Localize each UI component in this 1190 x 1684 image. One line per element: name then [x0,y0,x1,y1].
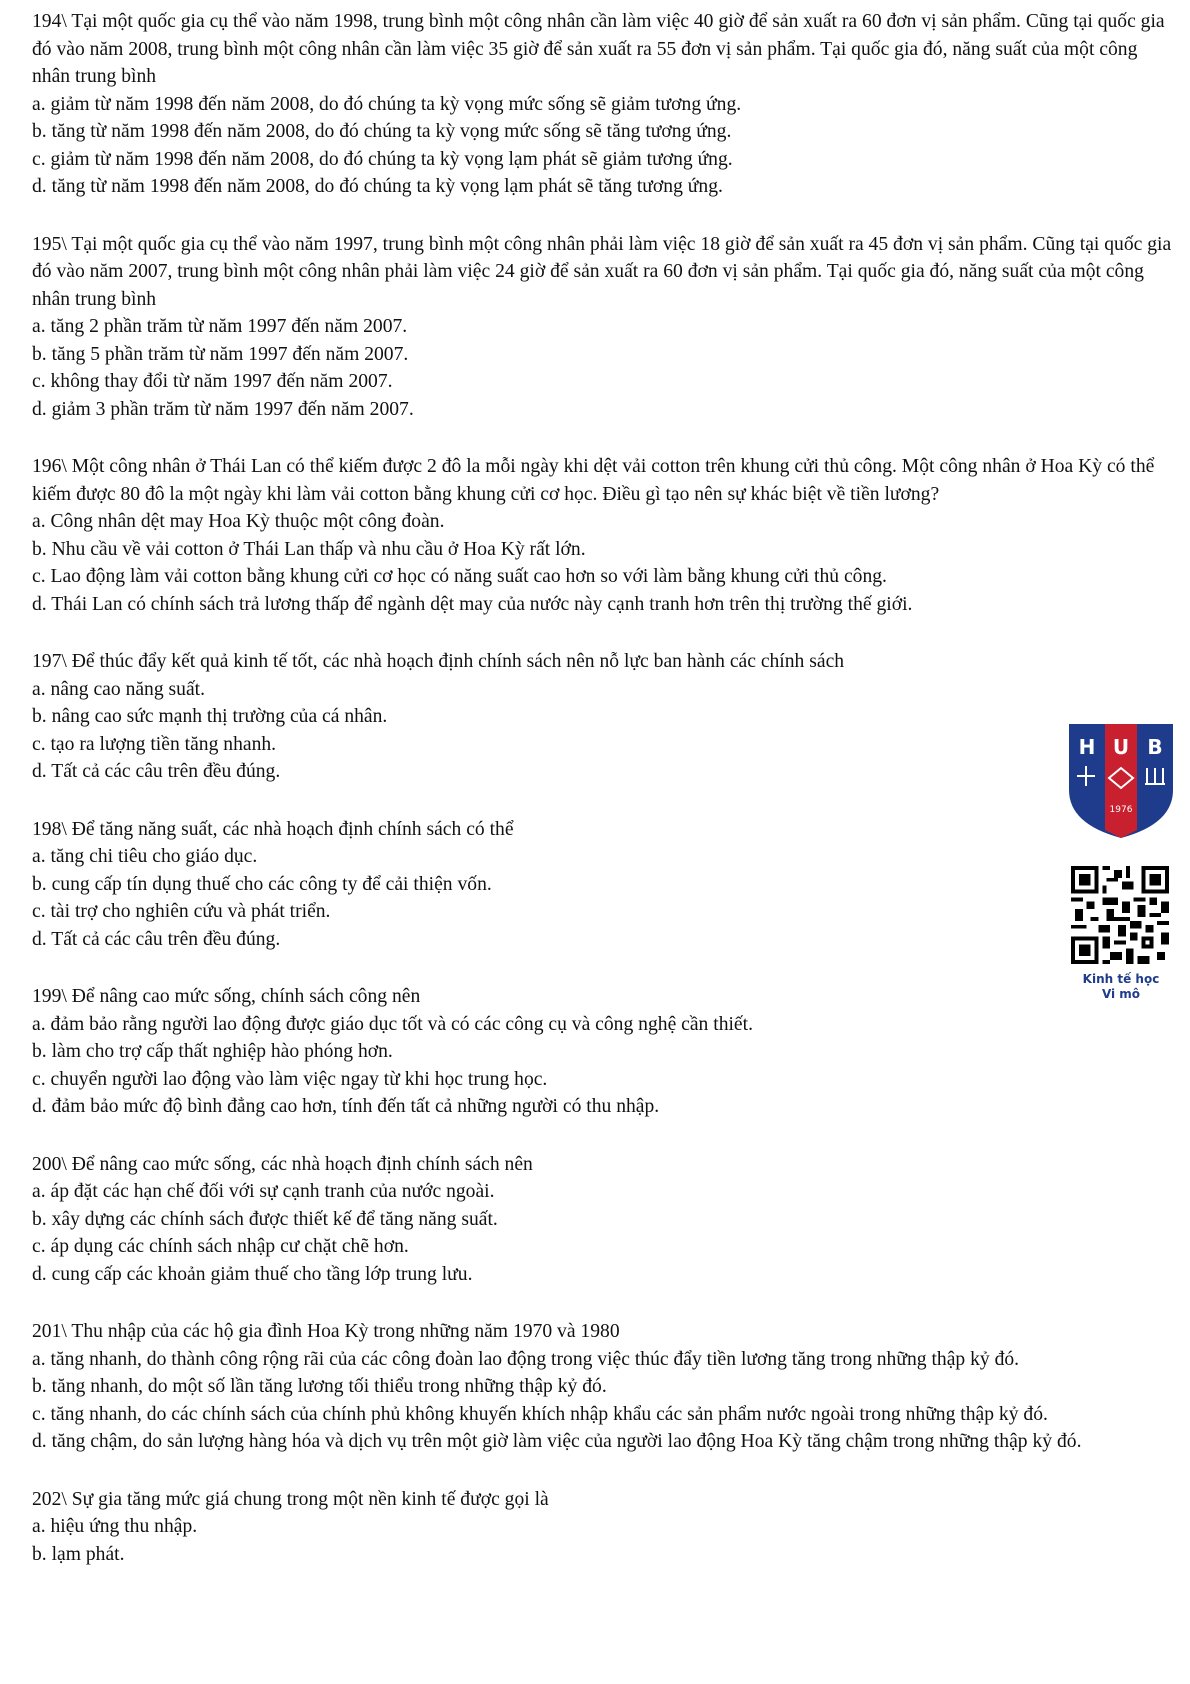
option-d: d. giảm 3 phần trăm từ năm 1997 đến năm 2007. [32,398,414,420]
question-202 [32,1486,1177,1569]
option-c: c. chuyển người lao động vào làm việc ngay từ khi học trung học. [32,1068,548,1090]
badge-caption [1063,972,1179,1002]
option-a: a. áp đặt các hạn chế đối với sự cạnh tranh của nước ngoài. [32,1181,495,1202]
option-a: a. giảm từ năm 1998 đến năm 2008, do đó chúng ta kỳ vọng mức sống sẽ giảm tương ứng. [32,93,742,115]
option-c: c. tăng nhanh, do các chính sách của chính phủ không khuyến khích nhập khẩu các sản phẩm nước ngoài trong những thập kỷ đó. [32,1403,1048,1425]
option-d: d. Tất cả các câu trên đều đúng. [32,761,281,782]
question-stem: 200\ Để nâng cao mức sống, các nhà hoạch định chính sách nên [32,1153,533,1175]
option-c: c. áp dụng các chính sách nhập cư chặt chẽ hơn. [32,1236,409,1257]
option-d: d. tăng từ năm 1998 đến năm 2008, do đó chúng ta kỳ vọng lạm phát sẽ tăng tương ứng. [32,176,723,197]
option-a: a. nâng cao năng suất. [32,678,206,700]
question-stem: 194\ Tại một quốc gia cụ thể vào năm 1998, trung bình một công nhân cần làm việc 40 giờ để sản xuất ra 60 đơn vị sản phẩm. Cũng tại quốc gia đó vào năm 2008, trung bình một công nhân cần làm việc 35 giờ để sản xuất ra 55 đơn vị sản phẩm. Tại quốc gia đó, năng suất của một công nhân trung bình [32,11,1165,87]
option-a: a. đảm bảo rằng người lao động được giáo dục tốt và có các công cụ và công nghệ cần thiết. [32,1013,753,1035]
caption-line-2: Vi mô [1101,987,1141,1001]
question-stem: 198\ Để tăng năng suất, các nhà hoạch định chính sách có thể [32,818,514,840]
logo-year: 1976 [1109,805,1133,815]
question-195 [32,231,1177,424]
logo-letter-u: U [1112,735,1130,759]
option-a: a. hiệu ứng thu nhập. [32,1516,198,1537]
hub-logo-icon [1065,720,1177,840]
question-201 [32,1318,1177,1456]
question-list [32,8,1177,1598]
option-d: d. Thái Lan có chính sách trả lương thấp để ngành dệt may của nước này cạnh tranh hơn trên thị trường thế giới. [32,593,913,615]
question-197 [32,648,1177,786]
option-a: a. Công nhân dệt may Hoa Kỳ thuộc một công đoàn. [32,511,445,532]
question-stem: 195\ Tại một quốc gia cụ thể vào năm 1997, trung bình một công nhân phải làm việc 18 giờ để sản xuất ra 45 đơn vị sản phẩm. Cũng tại quốc gia đó vào năm 2007, trung bình một công nhân phải làm việc 24 giờ để sản xuất ra 60 đơn vị sản phẩm. Tại quốc gia đó, năng suất của một công nhân trung bình [32,233,1172,310]
question-stem: 202\ Sự gia tăng mức giá chung trong một nền kinh tế được gọi là [32,1488,549,1510]
option-b: b. làm cho trợ cấp thất nghiệp hào phóng hơn. [32,1041,393,1062]
option-a: a. tăng 2 phần trăm từ năm 1997 đến năm 2007. [32,316,408,337]
question-stem: 199\ Để nâng cao mức sống, chính sách công nên [32,986,421,1007]
option-d: d. đảm bảo mức độ bình đẳng cao hơn, tính đến tất cả những người có thu nhập. [32,1096,660,1117]
logo-letter-b: B [1147,735,1163,759]
option-c: c. tài trợ cho nghiên cứu và phát triển. [32,901,331,922]
question-200 [32,1151,1177,1289]
option-a: a. tăng chi tiêu cho giáo dục. [32,846,258,867]
option-c: c. không thay đổi từ năm 1997 đến năm 2007. [32,371,393,392]
question-196 [32,453,1177,618]
option-b: b. tăng từ năm 1998 đến năm 2008, do đó chúng ta kỳ vọng mức sống sẽ tăng tương ứng. [32,121,732,142]
question-199 [32,983,1177,1121]
question-stem: 201\ Thu nhập của các hộ gia đình Hoa Kỳ trong những năm 1970 và 1980 [32,1321,620,1342]
question-198 [32,816,1177,954]
logo-letter-h: H [1078,735,1096,759]
caption-line-1: Kinh tế học [1082,972,1160,986]
option-b: b. nâng cao sức mạnh thị trường của cá nhân. [32,706,388,727]
question-stem: 196\ Một công nhân ở Thái Lan có thể kiếm được 2 đô la mỗi ngày khi dệt vải cotton trên khung cửi thủ công. Một công nhân ở Hoa Kỳ có thể kiếm được 80 đô la một ngày khi làm vải cotton bằng khung cửi cơ học. Điều gì tạo nên sự khác biệt về tiền lương? [32,456,1155,505]
option-b: b. xây dựng các chính sách được thiết kế để tăng năng suất. [32,1208,498,1230]
option-c: c. giảm từ năm 1998 đến năm 2008, do đó chúng ta kỳ vọng lạm phát sẽ giảm tương ứng. [32,148,733,170]
option-c: c. tạo ra lượng tiền tăng nhanh. [32,733,277,755]
option-d: d. tăng chậm, do sản lượng hàng hóa và dịch vụ trên một giờ làm việc của người lao động Hoa Kỳ tăng chậm trong những thập kỷ đó. [32,1431,1082,1452]
option-b: b. cung cấp tín dụng thuế cho các công ty để cải thiện vốn. [32,873,492,895]
question-stem: 197\ Để thúc đẩy kết quả kinh tế tốt, các nhà hoạch định chính sách nên nỗ lực ban hành các chính sách [32,651,845,672]
option-b: b. lạm phát. [32,1543,125,1565]
option-d: d. cung cấp các khoản giảm thuế cho tầng lớp trung lưu. [32,1263,473,1285]
option-d: d. Tất cả các câu trên đều đúng. [32,928,281,950]
option-a: a. tăng nhanh, do thành công rộng rãi của các công đoàn lao động trong việc thúc đẩy tiền lương tăng trong những thập kỷ đó. [32,1348,1020,1370]
option-b: b. tăng nhanh, do một số lần tăng lương tối thiểu trong những thập kỷ đó. [32,1376,607,1397]
qr-code-icon [1071,866,1169,964]
option-c: c. Lao động làm vải cotton bằng khung cửi cơ học có năng suất cao hơn so với làm bằng khung cửi thủ công. [32,566,887,587]
question-194 [32,8,1177,201]
option-b: b. tăng 5 phần trăm từ năm 1997 đến năm 2007. [32,343,409,365]
option-b: b. Nhu cầu về vải cotton ở Thái Lan thấp và nhu cầu ở Hoa Kỳ rất lớn. [32,538,586,560]
